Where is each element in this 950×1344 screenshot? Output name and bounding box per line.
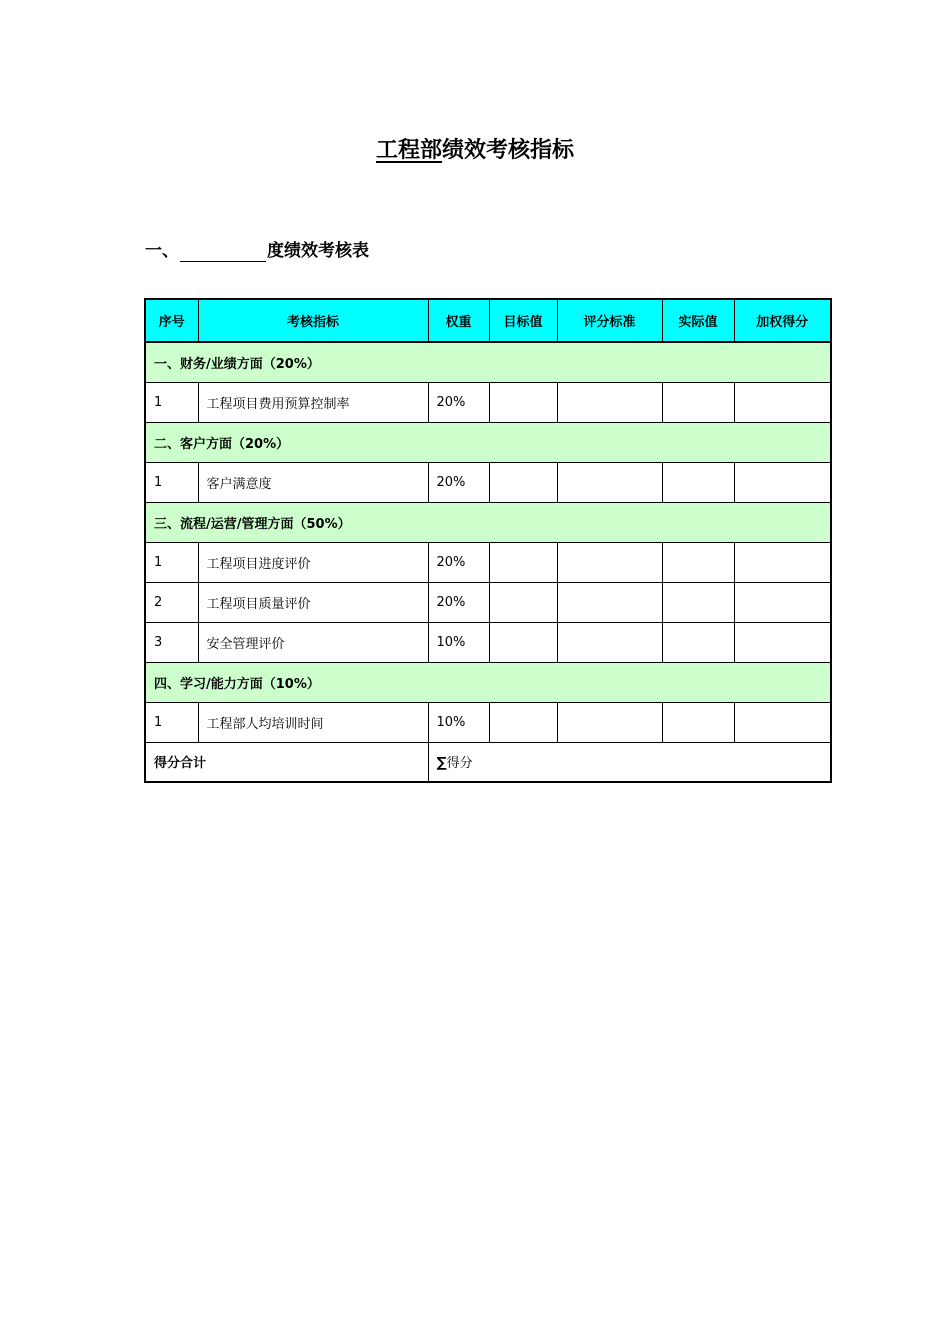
row-weight: 10%	[428, 702, 489, 742]
row-indicator: 工程项目进度评价	[198, 542, 428, 582]
row-weight: 20%	[428, 542, 489, 582]
row-score-cell[interactable]	[734, 582, 831, 622]
row-target-cell[interactable]	[489, 542, 557, 582]
section-row	[145, 422, 831, 462]
row-criteria-cell[interactable]	[557, 702, 662, 742]
header-cell-indicator: 考核指标	[198, 299, 428, 342]
row-weight: 20%	[428, 382, 489, 422]
row-criteria-cell[interactable]	[557, 382, 662, 422]
title-underlined: 工程部	[375, 138, 442, 163]
heading-prefix: 一、	[145, 241, 179, 261]
table-row	[145, 622, 831, 662]
total-label: 得分合计	[145, 742, 428, 782]
header-row	[145, 299, 831, 342]
total-sum-cell[interactable]	[428, 742, 831, 782]
table-row	[145, 542, 831, 582]
row-weight: 10%	[428, 622, 489, 662]
row-no: 1	[145, 702, 198, 742]
row-score-cell[interactable]	[734, 622, 831, 662]
header-cell-weight: 权重	[428, 299, 489, 342]
row-score-cell[interactable]	[734, 382, 831, 422]
row-score-cell[interactable]	[734, 702, 831, 742]
row-target-cell[interactable]	[489, 582, 557, 622]
row-indicator: 客户满意度	[198, 462, 428, 502]
row-criteria-cell[interactable]	[557, 582, 662, 622]
table-row	[145, 382, 831, 422]
row-indicator: 工程项目质量评价	[198, 582, 428, 622]
title-rest: 绩效考核指标	[442, 138, 575, 163]
section-row	[145, 342, 831, 382]
row-target-cell[interactable]	[489, 702, 557, 742]
row-score-cell[interactable]	[734, 462, 831, 502]
heading-suffix: 度绩效考核表	[267, 241, 369, 261]
row-weight: 20%	[428, 582, 489, 622]
section-label: 四、学习/能力方面（10%）	[145, 662, 831, 702]
row-score-cell[interactable]	[734, 542, 831, 582]
section-label: 一、财务/业绩方面（20%）	[145, 342, 831, 382]
table-row	[145, 702, 831, 742]
header-cell-target: 目标值	[489, 299, 557, 342]
row-actual-cell[interactable]	[662, 702, 734, 742]
row-criteria-cell[interactable]	[557, 462, 662, 502]
assessment-table	[144, 298, 832, 783]
header-cell-weighted-score: 加权得分	[734, 299, 831, 342]
row-target-cell[interactable]	[489, 462, 557, 502]
sigma-icon: ∑	[436, 755, 447, 772]
row-target-cell[interactable]	[489, 382, 557, 422]
row-no: 2	[145, 582, 198, 622]
page-title	[0, 134, 950, 168]
row-target-cell[interactable]	[489, 622, 557, 662]
row-indicator: 工程项目费用预算控制率	[198, 382, 428, 422]
header-cell-criteria: 评分标准	[557, 299, 662, 342]
section-label: 三、流程/运营/管理方面（50%）	[145, 502, 831, 542]
row-criteria-cell[interactable]	[557, 542, 662, 582]
row-indicator: 工程部人均培训时间	[198, 702, 428, 742]
row-actual-cell[interactable]	[662, 382, 734, 422]
row-weight: 20%	[428, 462, 489, 502]
section-label: 二、客户方面（20%）	[145, 422, 831, 462]
section-row	[145, 662, 831, 702]
sum-text: 得分	[446, 756, 473, 772]
header-cell-no: 序号	[145, 299, 198, 342]
header-cell-actual: 实际值	[662, 299, 734, 342]
row-indicator: 安全管理评价	[198, 622, 428, 662]
row-actual-cell[interactable]	[662, 542, 734, 582]
row-no: 1	[145, 382, 198, 422]
section-row	[145, 502, 831, 542]
row-criteria-cell[interactable]	[557, 622, 662, 662]
table-row	[145, 582, 831, 622]
row-actual-cell[interactable]	[662, 462, 734, 502]
row-no: 1	[145, 462, 198, 502]
table-heading	[145, 236, 369, 266]
row-actual-cell[interactable]	[662, 622, 734, 662]
row-actual-cell[interactable]	[662, 582, 734, 622]
row-no: 1	[145, 542, 198, 582]
total-row	[145, 742, 831, 782]
table-row	[145, 462, 831, 502]
year-blank-field[interactable]	[180, 241, 266, 262]
row-no: 3	[145, 622, 198, 662]
